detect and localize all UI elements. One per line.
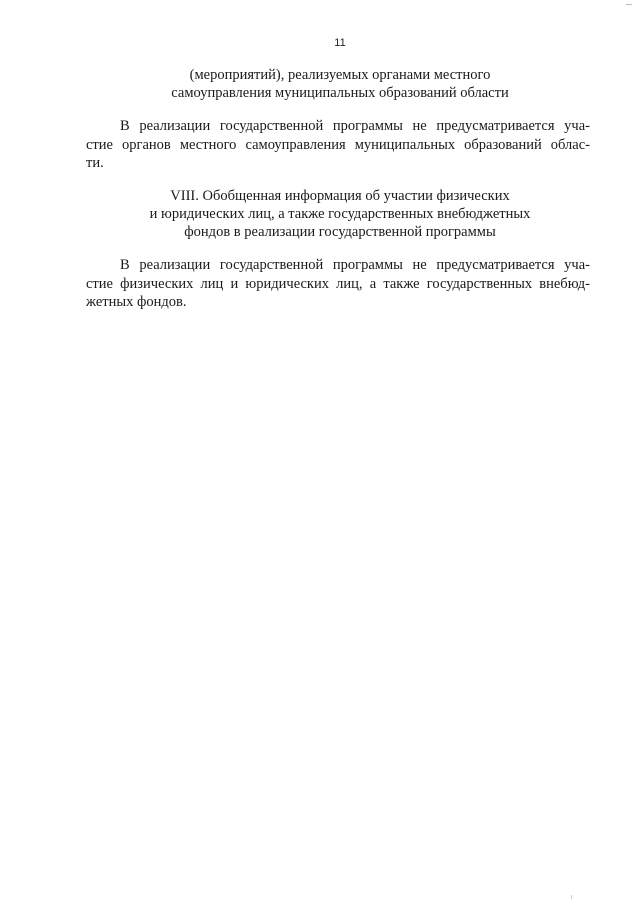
heading-line: фондов в реализации государственной программы	[184, 224, 496, 240]
scan-mark	[571, 895, 572, 899]
paragraph-line: стие органов местного самоуправления муниципальных образований облас-	[86, 136, 590, 153]
paragraph-line: жетных фондов.	[86, 294, 187, 310]
heading-line: самоуправления муниципальных образований области	[171, 85, 509, 101]
scan-mark	[626, 0, 632, 5]
heading-line: VIII. Обобщенная информация об участии физических	[170, 188, 510, 204]
paragraph-line: ти.	[86, 155, 104, 171]
paragraph-individuals-funds	[86, 256, 590, 312]
paragraph-line: стие физических лиц и юридических лиц, а также государственных внебюд-	[86, 275, 590, 292]
paragraph-line: В реализации государственной программы не предусматривается уча-	[120, 118, 590, 134]
heading-line: и юридических лиц, а также государственных внебюджетных	[149, 206, 531, 222]
section-heading-viii	[80, 187, 600, 241]
section-heading-continued	[80, 66, 600, 102]
page-number: 11	[334, 37, 346, 49]
heading-line: (мероприятий), реализуемых органами местного	[189, 67, 491, 83]
paragraph-line: В реализации государственной программы не предусматривается уча-	[120, 257, 590, 273]
paragraph-local-government	[86, 117, 590, 173]
